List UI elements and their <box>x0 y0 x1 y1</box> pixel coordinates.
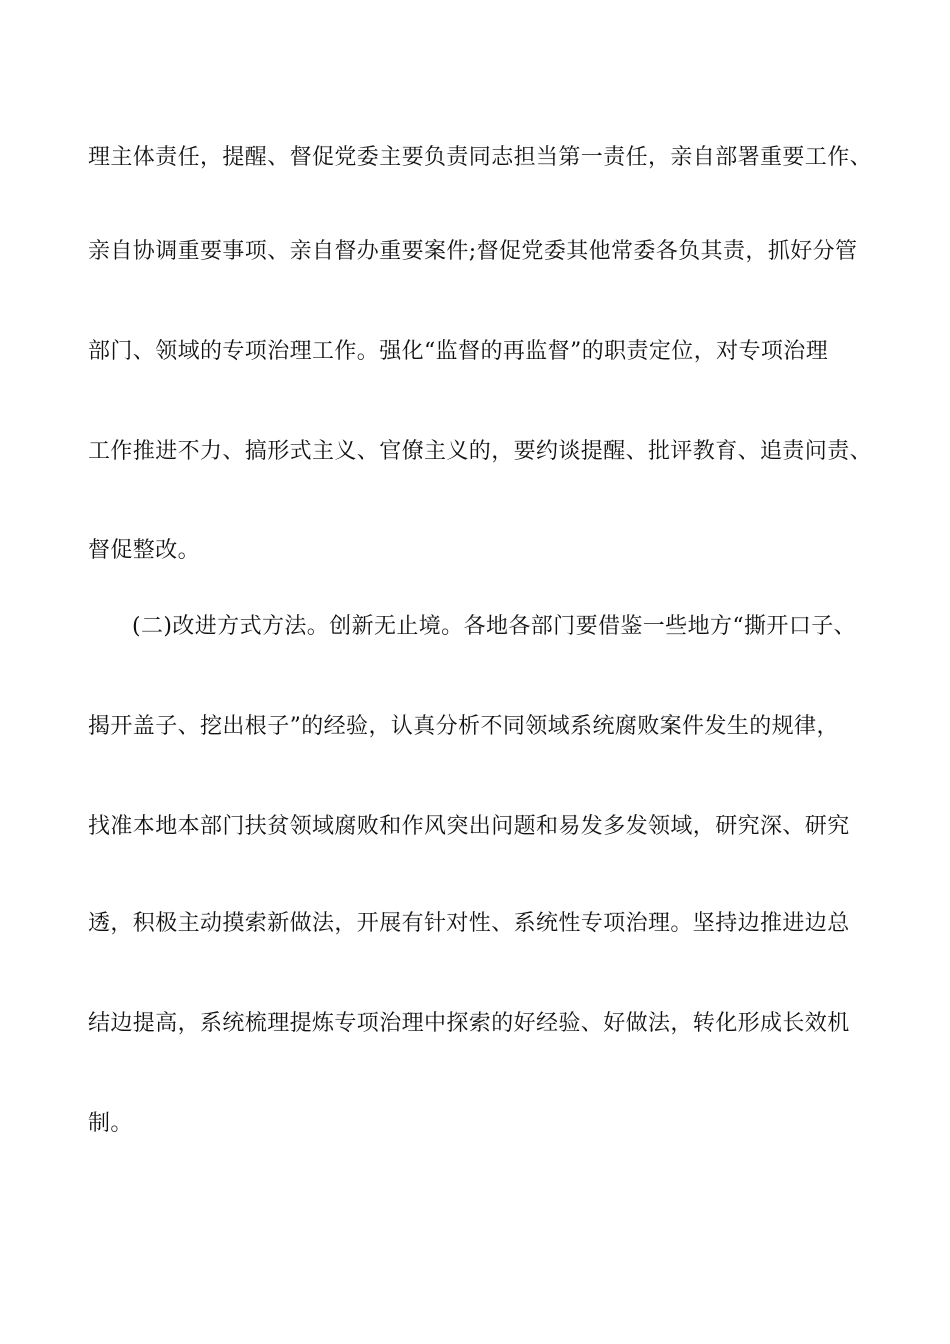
paragraph-2-line-5: 结边提高，系统梳理提炼专项治理中探索的好经验、好做法，转化形成长效机 <box>88 1011 850 1036</box>
paragraph-1-line-5: 督促整改。 <box>88 538 201 563</box>
paragraph-1-line-2: 亲自协调重要事项、亲自督办重要案件;督促党委其他常委各负其责，抓好分管 <box>88 239 858 264</box>
paragraph-2-line-1: (二)改进方式方法。创新无止境。各地各部门要借鉴一些地方“撕开口子、 <box>132 614 857 639</box>
paragraph-2-line-6: 制。 <box>88 1111 133 1136</box>
paragraph-1-line-4: 工作推进不力、搞形式主义、官僚主义的，要约谈提醒、批评教育、追责问责、 <box>88 439 873 464</box>
paragraph-2-line-4: 透，积极主动摸索新做法，开展有针对性、系统性专项治理。坚持边推进边总 <box>88 911 850 936</box>
paragraph-2-line-3: 找准本地本部门扶贫领域腐败和作风突出问题和易发多发领域，研究深、研究 <box>88 814 850 839</box>
paragraph-1-line-1: 理主体责任，提醒、督促党委主要负责同志担当第一责任，亲自部署重要工作、 <box>88 145 873 170</box>
paragraph-1-line-3: 部门、领域的专项治理工作。强化“监督的再监督”的职责定位，对专项治理 <box>88 339 829 364</box>
paragraph-2-line-2: 揭开盖子、挖出根子”的经验，认真分析不同领域系统腐败案件发生的规律， <box>88 714 839 739</box>
